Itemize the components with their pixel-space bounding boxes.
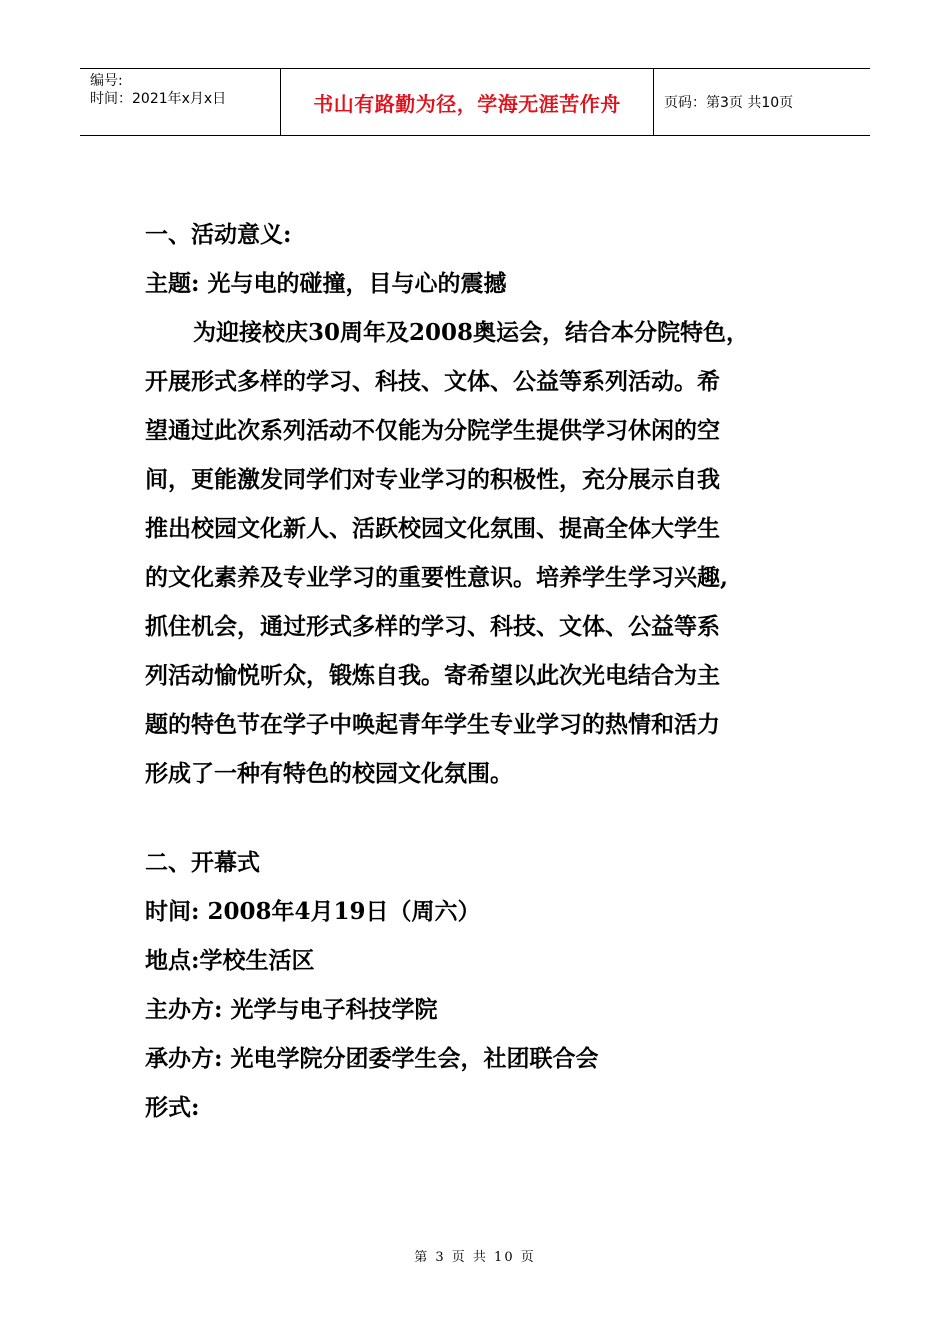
paragraph-line: 列活动愉悦听众，锻炼自我。寄希望以此次光电结合为主 xyxy=(145,662,720,689)
document-time-label: 时间：2021年x月x日 xyxy=(90,91,227,107)
opening-form: 形式: xyxy=(145,1094,200,1121)
header-page-label: 页码：第3页 共10页 xyxy=(664,95,794,111)
document-number-label: 编号: xyxy=(90,73,123,89)
section1-heading: 一、活动意义: xyxy=(145,221,292,248)
paragraph-line: 为迎接校庆30周年及2008奥运会，结合本分院特色， xyxy=(193,319,750,346)
document-header xyxy=(80,68,870,136)
paragraph-line: 形成了一种有特色的校园文化氛围。 xyxy=(145,760,513,787)
page-footer: 第 3 页 共 10 页 xyxy=(414,1250,536,1265)
opening-time: 时间: 2008年4月19日（周六） xyxy=(145,898,481,925)
paragraph-line: 题的特色节在学子中唤起青年学生专业学习的热情和活力 xyxy=(145,711,720,738)
section-spacer xyxy=(145,798,835,838)
paragraph-line: 抓住机会，通过形式多样的学习、科技、文体、公益等系 xyxy=(145,613,720,640)
paragraph-line: 推出校园文化新人、活跃校园文化氛围、提高全体大学生 xyxy=(145,515,720,542)
paragraph-line: 的文化素养及专业学习的重要性意识。培养学生学习兴趣, xyxy=(145,564,729,591)
section2-heading: 二、开幕式 xyxy=(145,849,260,876)
paragraph-line: 间，更能激发同学们对专业学习的积极性，充分展示自我 xyxy=(145,466,720,493)
paragraph-line: 开展形式多样的学习、科技、文体、公益等系列活动。希 xyxy=(145,368,720,395)
paragraph-line: 望通过此次系列活动不仅能为分院学生提供学习休闲的空 xyxy=(145,417,720,444)
header-meta-cell xyxy=(80,69,281,135)
document-body xyxy=(145,210,835,1132)
opening-place: 地点:学校生活区 xyxy=(145,947,315,974)
section1-theme: 主题: 光与电的碰撞，目与心的震撼 xyxy=(145,270,507,297)
header-motto: 书山有路勤为径，学海无涯苦作舟 xyxy=(281,69,654,135)
opening-organizer: 主办方: 光学与电子科技学院 xyxy=(145,996,438,1023)
opening-co-organizer: 承办方: 光电学院分团委学生会，社团联合会 xyxy=(145,1045,599,1072)
section1-paragraph xyxy=(145,308,835,798)
